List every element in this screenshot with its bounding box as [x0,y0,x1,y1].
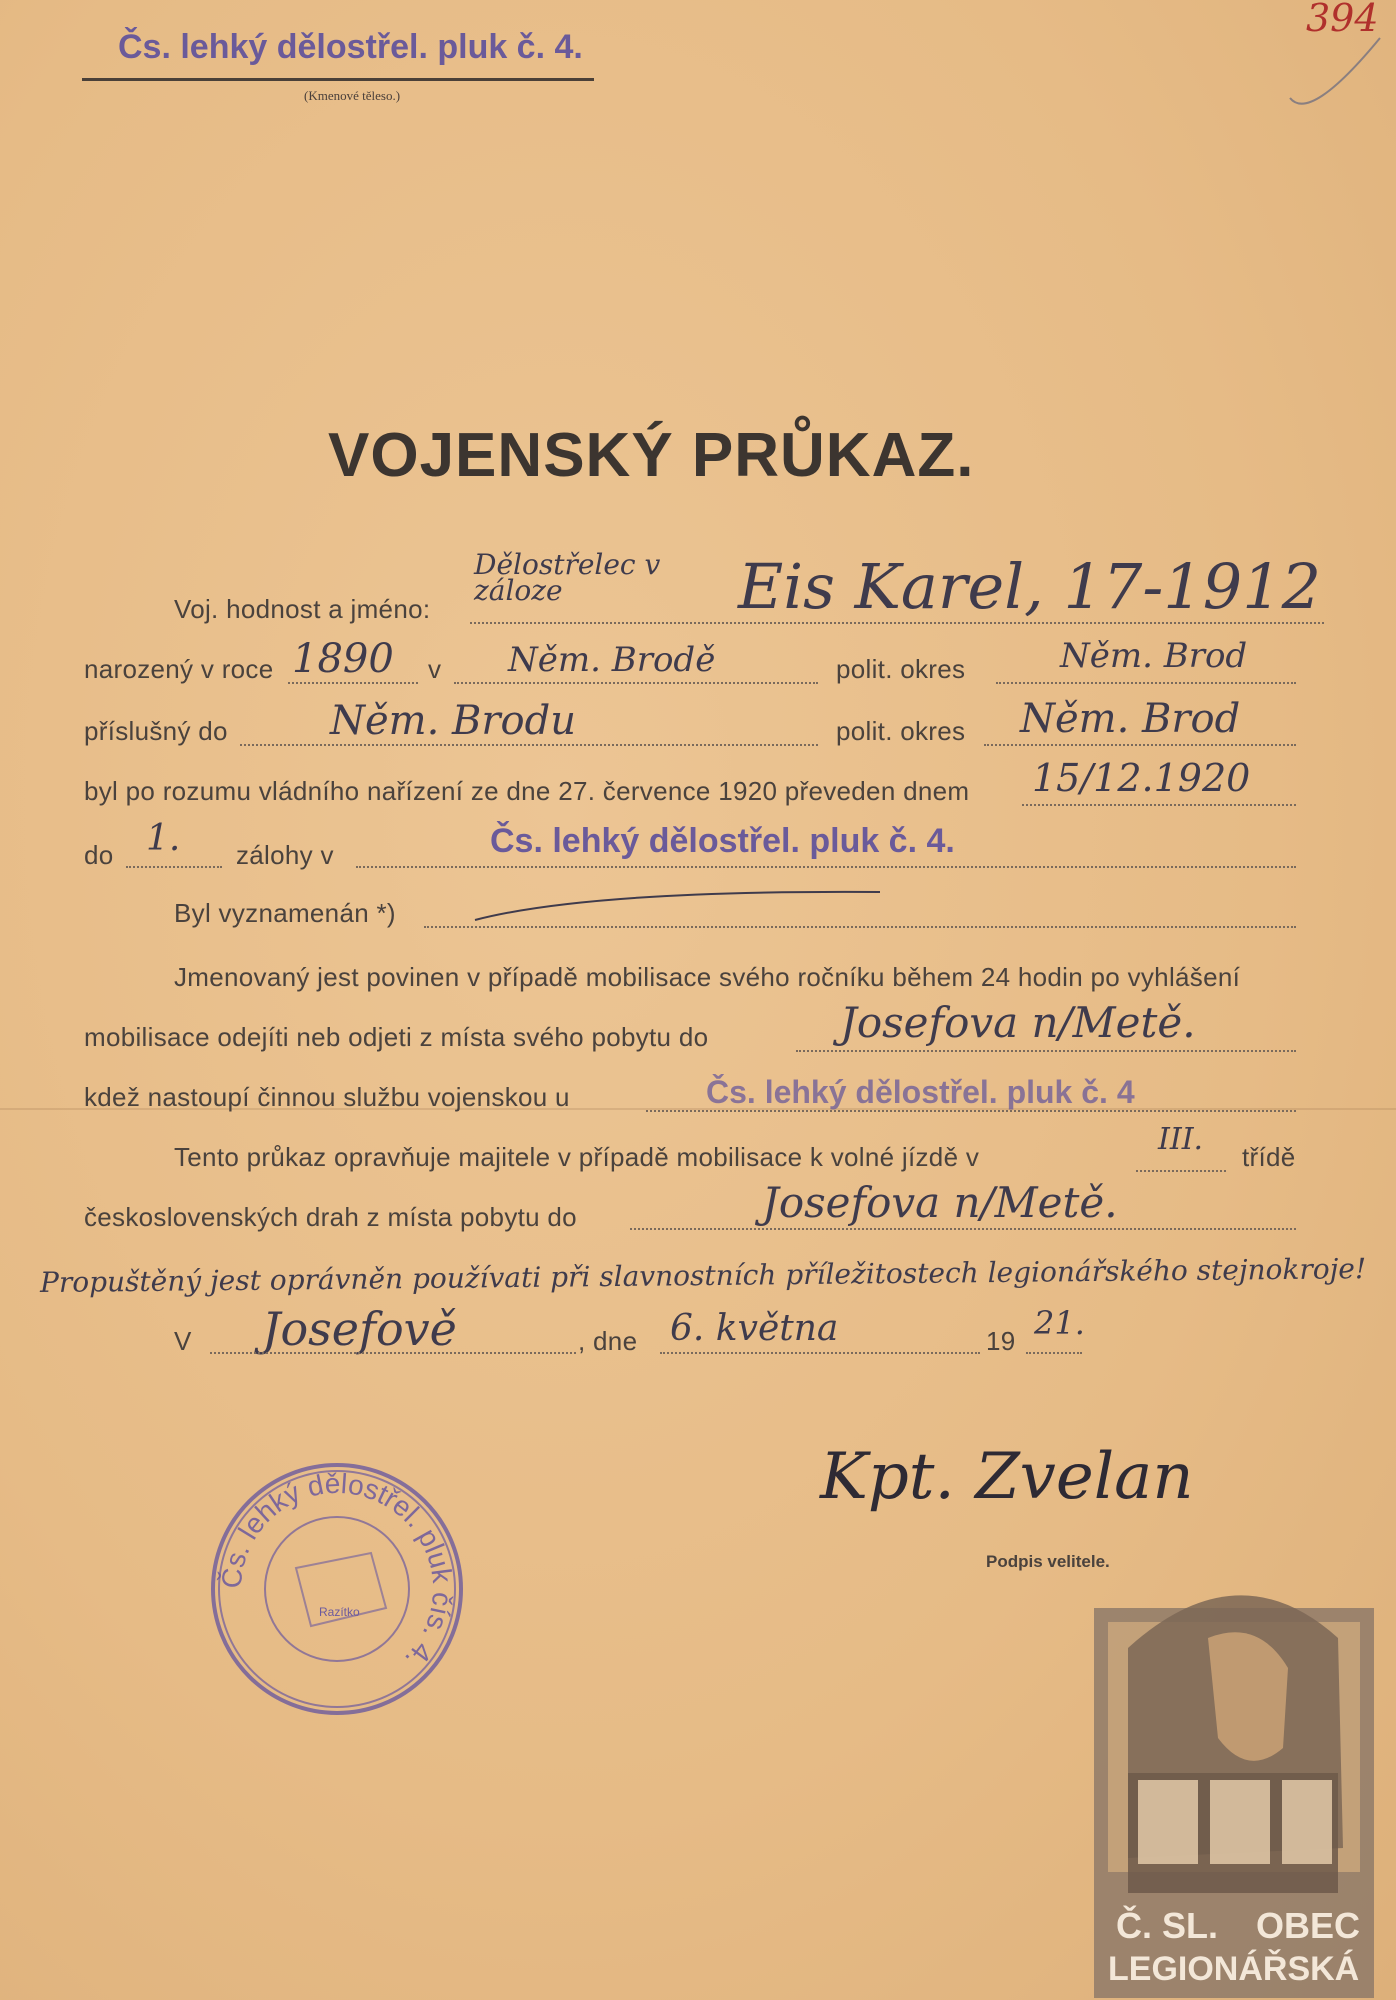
mobil-place: Josefova n/Metě. [840,998,1196,1047]
mobil-text-1: Jmenovaný jest povinen v případě mobilisace svého ročníku během 24 hodin po vyhlášení [174,962,1241,992]
reserve-number: 1. [146,818,181,859]
place-line [210,1352,576,1354]
travel-text: Tento průkaz opravňuje majitele v případě mobilisace k volné jízdě v [174,1142,980,1172]
born-year: 1890 [292,636,394,682]
reserve-number-line [126,866,222,868]
belongs-label: příslušný do [84,716,228,746]
rail-place: Josefova n/Metě. [762,1178,1118,1227]
belongs-district-label: polit. okres [836,716,966,746]
date-line [660,1352,980,1354]
place-value: Josefově [262,1302,457,1356]
rank-name-label: Voj. hodnost a jméno: [174,594,431,624]
pencil-check-mark [1280,28,1390,108]
born-district: Něm. Brod [1060,636,1248,676]
service-unit-stamp: Čs. lehký dělostřel. pluk č. 4 [706,1074,1135,1110]
born-label: narozený v roce [84,654,274,684]
seal-ring-text: Čs. lehký dělostřel. pluk čís. 4. [215,1467,459,1676]
uniform-note: Propuštěný jest oprávněn používati při slavnostních příležitostech legionářského stejnokroje! [39,1252,1367,1300]
decorated-dash-stroke [470,880,890,930]
travel-class: III. [1158,1122,1204,1157]
transfer-date: 15/12.1920 [1032,756,1251,800]
born-year-line [288,682,418,684]
mobil-text-2: mobilisace odejíti neb odjeti z místa svého pobytu do [84,1022,709,1052]
signature-caption: Podpis velitele. [986,1552,1110,1571]
belongs-place: Něm. Brodu [330,698,576,744]
rank-value: Dělostřelec v záloze [474,548,661,607]
logo-line2: OBEC [1256,1905,1361,1946]
year-line [1026,1352,1082,1354]
place-prefix: V [174,1326,192,1356]
commander-signature: Kpt. Zvelan [820,1440,1194,1514]
unit-caption: (Kmenové těleso.) [304,88,401,103]
rail-text: československých drah z místa pobytu do [84,1202,577,1232]
name-value: Eis Karel, 17-1912 [738,550,1322,623]
seal-center-text: Razítko [319,1605,360,1619]
archive-number: 394 [1306,0,1379,40]
reserve-unit-line [356,866,1296,868]
decorated-label: Byl vyznamenán *) [174,898,396,928]
travel-class-label: třídě [1242,1142,1296,1172]
born-place-line [454,682,818,684]
logo-line3: LEGIONÁŘSKÁ [1108,1950,1360,1988]
year-suffix: 21. [1034,1304,1085,1342]
mobil-place-line [796,1050,1296,1052]
logo-line1: Č. SL. [1116,1905,1219,1946]
unit-seal [206,1458,468,1720]
year-prefix: 19 [986,1326,1016,1356]
travel-class-line [1136,1170,1226,1172]
date-value: 6. května [670,1308,839,1349]
rail-place-line [630,1228,1296,1230]
born-district-label: polit. okres [836,654,966,684]
service-text: kdež nastoupí činnou službu vojenskou u [84,1082,570,1112]
unit-stamp: Čs. lehký dělostřel. pluk č. 4. [118,28,583,66]
reserve-unit-stamp: Čs. lehký dělostřel. pluk č. 4. [490,822,955,860]
born-district-line [996,682,1296,684]
legion-logo [1088,1528,1388,2000]
belongs-place-line [240,744,818,746]
unit-stamp-underline [82,78,594,81]
transfer-text: byl po rozumu vládního nařízení ze dne 27. července 1920 převeden dnem [84,776,970,806]
reserve-label: zálohy v [236,840,334,870]
born-v-label: v [428,654,442,684]
service-unit-line [646,1110,1296,1112]
belongs-district-line [984,744,1296,746]
born-place: Něm. Brodě [508,640,716,680]
date-prefix: , dne [578,1326,638,1356]
belongs-district: Něm. Brod [1020,696,1241,742]
document-title: VOJENSKÝ PRŮKAZ. [328,421,975,490]
transfer-date-line [1022,804,1296,806]
do-label: do [84,840,114,870]
